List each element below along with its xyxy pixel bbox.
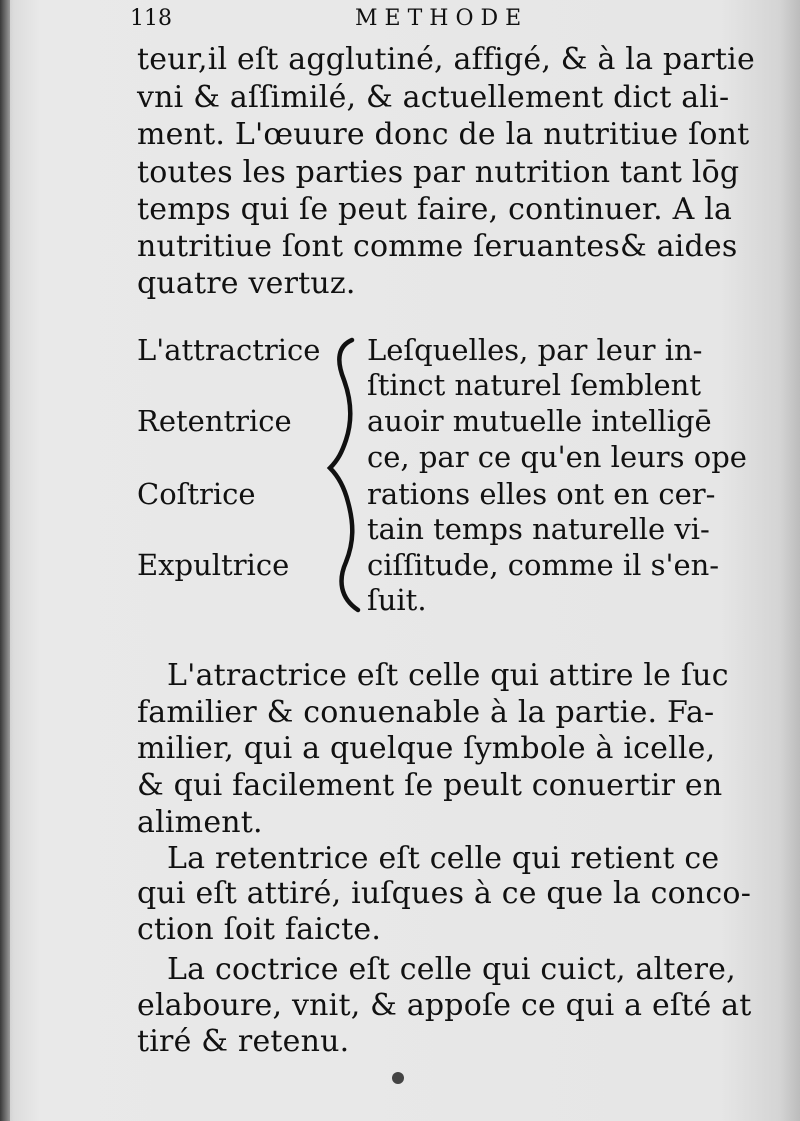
text-line: La coctrice eſt celle qui cuict, altere, bbox=[167, 952, 736, 987]
text-line: temps qui ſe peut faire, continuer. A la bbox=[137, 192, 733, 227]
virtue-attractrice: L'attractrice bbox=[137, 333, 321, 367]
text-line: & qui facilement ſe peult conuertir en bbox=[137, 768, 723, 803]
virtue-expultrice: Expultrice bbox=[137, 548, 290, 582]
text-line: familier & conuenable à la partie. Fa- bbox=[137, 695, 715, 730]
virtues-note-line: auoir mutuelle intelligē bbox=[367, 404, 712, 438]
text-line: nutritiue ſont comme ſeruantes& aides bbox=[137, 229, 738, 264]
text-line: qui eſt attiré, iuſques à ce que la conco- bbox=[137, 876, 752, 911]
curly-brace bbox=[322, 336, 368, 614]
text-line: quatre vertuz. bbox=[137, 266, 356, 301]
virtues-note-line: tain temps naturelle vi- bbox=[367, 512, 710, 546]
page-gutter bbox=[0, 0, 10, 1121]
text-line: aliment. bbox=[137, 805, 263, 840]
text-line: ction ſoit faicte. bbox=[137, 912, 382, 947]
virtue-retentrice: Retentrice bbox=[137, 404, 292, 438]
virtues-note-line: rations elles ont en cer- bbox=[367, 477, 716, 511]
text-line: La retentrice eſt celle qui retient ce bbox=[167, 841, 720, 876]
running-head: METHODE bbox=[355, 6, 529, 31]
text-line: L'atractrice eſt celle qui attire le ſuc bbox=[167, 658, 729, 693]
text-line: toutes les parties par nutrition tant lōg bbox=[137, 155, 740, 190]
virtues-note-line: ſuit. bbox=[367, 583, 427, 617]
text-line: elaboure, vnit, & appoſe ce qui a eſté at bbox=[137, 988, 752, 1023]
virtues-note-line: ce, par ce qu'en leurs ope bbox=[367, 440, 747, 474]
text-line: ment. L'œuure donc de la nutritiue ſont bbox=[137, 117, 750, 152]
text-line: tiré & retenu. bbox=[137, 1024, 350, 1059]
virtues-note-line: ſtinct naturel ſemblent bbox=[367, 368, 701, 402]
page-number: 118 bbox=[130, 6, 172, 31]
virtue-costrice: Coſtrice bbox=[137, 477, 256, 511]
virtues-note-line: Leſquelles, par leur in- bbox=[367, 333, 703, 367]
text-line: vni & aſſimilé, & actuellement dict ali- bbox=[137, 80, 730, 115]
ink-spot bbox=[392, 1072, 404, 1084]
text-line: teur,il eſt agglutiné, affigé, & à la partie bbox=[137, 42, 755, 77]
page-header bbox=[130, 6, 730, 40]
virtues-note-line: ciſſitude, comme il s'en- bbox=[367, 548, 720, 582]
text-line: milier, qui a quelque ſymbole à icelle, bbox=[137, 731, 716, 766]
